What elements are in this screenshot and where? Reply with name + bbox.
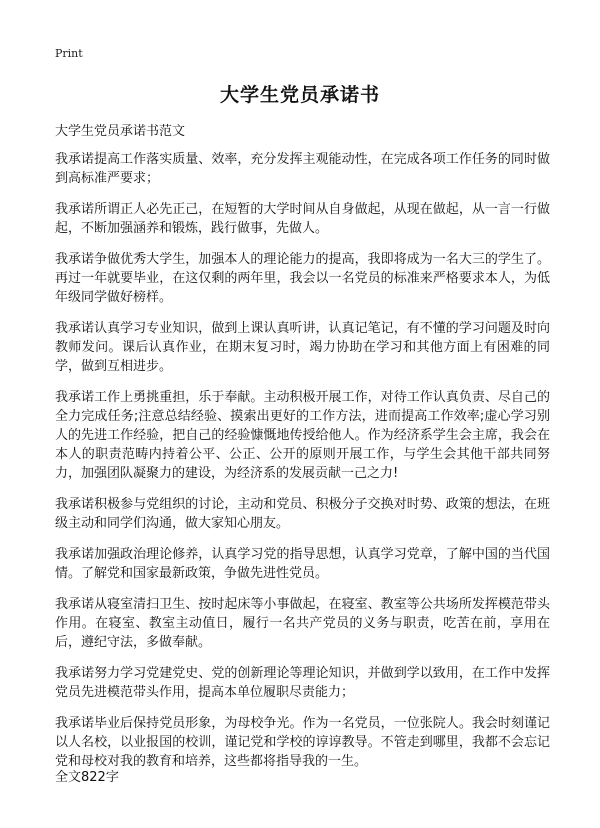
paragraph-2: 我承诺所谓正人必先正己，在短暂的大学时间从自身做起，从现在做起，从一言一行做起，不断加强涵养和锻炼，践行做事，先做人。: [55, 202, 550, 236]
paragraph-1: 我承诺提高工作落实质量、效率，充分发挥主观能动性，在完成各项工作任务的同时做到高标准严要求；: [55, 152, 550, 186]
word-count: 全文822字: [55, 770, 119, 785]
document-subtitle: 大学生党员承诺书范文: [55, 124, 186, 139]
paragraph-5: 我承诺工作上勇挑重担，乐于奉献。主动积极开展工作，对待工作认真负责、尽自己的全力完成任务;注意总结经验、摸索出更好的工作方法，进而提高工作效率;虚心学习别人的先进工作经验，把自己的经验慷慨地传授给他人。作为经济系学生会主席，我会在本人的职责范畴内持着公平、公正、公开的原则开展工作，与学生会其他干部共同努力，加强团队凝聚力的建设，为经济系的发展贡献一己之力!: [55, 390, 550, 481]
paragraph-8: 我承诺从寝室清扫卫生、按时起床等小事做起，在寝室、教室等公共场所发挥模范带头作用。在寝室、教室主动值日，履行一名共产党员的义务与职责，吃苦在前，享用在后，遵纪守法，多做奉献。: [55, 597, 550, 650]
paragraph-4: 我承诺认真学习专业知识，做到上课认真听讲，认真记笔记，有不懂的学习问题及时向教师发问。课后认真作业，在期末复习时，竭力协助在学习和其他方面上有困难的同学，做到互相进步。: [55, 321, 550, 374]
paragraph-9: 我承诺努力学习党建党史、党的创新理论等理论知识，并做到学以致用，在工作中发挥党员先进模范带头作用，提高本单位履职尽责能力；: [55, 666, 550, 700]
print-link[interactable]: Print: [55, 47, 83, 60]
document-body: [55, 150, 550, 783]
page-title: 大学生党员承诺书: [219, 84, 380, 106]
paragraph-6: 我承诺积极参与党组织的讨论，主动和党员、积极分子交换对时势、政策的想法，在班级主动和同学们沟通，做大家知心朋友。: [55, 497, 550, 531]
paragraph-7: 我承诺加强政治理论修养，认真学习党的指导思想，认真学习党章，了解中国的当代国情。了解党和国家最新政策，争做先进性党员。: [55, 547, 550, 581]
paragraph-10: 我承诺毕业后保持党员形象，为母校争光。作为一名党员，一位张院人。我会时刻谨记以人名校，以业报国的校训，谨记党和学校的谆谆教导。不管走到哪里，我都不会忘记党和母校对我的教育和培养，这些都将指导我的一生。: [55, 716, 550, 769]
paragraph-3: 我承诺争做优秀大学生，加强本人的理论能力的提高，我即将成为一名大三的学生了。再过一年就要毕业，在这仅剩的两年里，我会以一名党员的标准来严格要求本人，为低年级同学做好榜样。: [55, 252, 550, 305]
